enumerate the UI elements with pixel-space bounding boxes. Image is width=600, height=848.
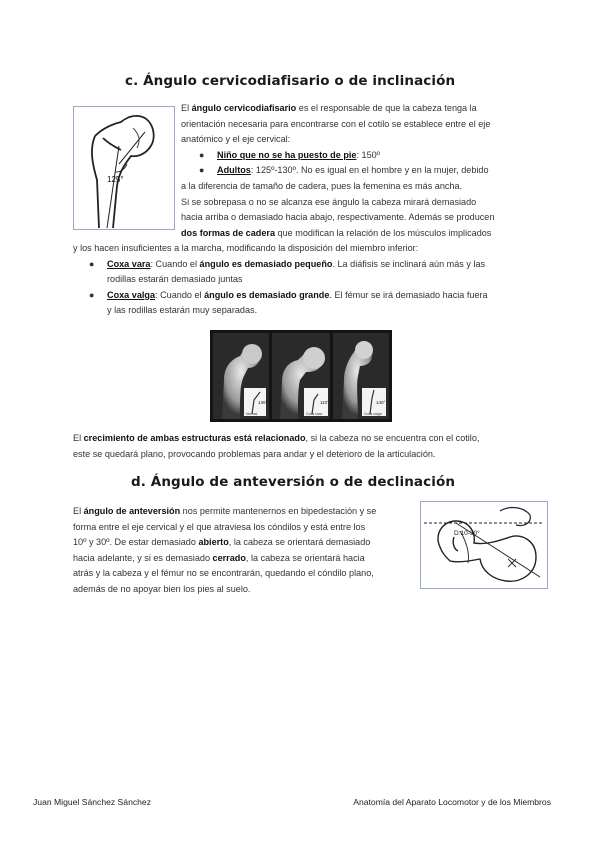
xray-angle: 130° — [258, 400, 268, 405]
xray-coxa-vara — [272, 333, 330, 419]
xray-angle: 110° — [320, 400, 329, 405]
section-c-coxa-text: y los hacen insuficientes a la marcha, modificando la disposición del miembro inferior: ● Coxa vara: Cuando el ángulo es demasiado pequeño. La diáfisis se inclinará aún más y las rodillas estarán demasiado juntas ● Coxa valga: Cuando el ángulo es demasiado grande. El fémur se irá demasiado hacia fuera y las rodillas estarán muy separadas. — [73, 241, 533, 319]
xray-caption: Coxa vara — [306, 412, 322, 416]
section-c-closing: El crecimiento de ambas estructuras está relacionado, si la cabeza no se encuentra con el cotilo, este se quedará plano, provocando problemas para andar y el deterioro de la articulación. — [73, 433, 480, 459]
section-c-title: c. Ángulo cervicodiafisario o de inclinación — [125, 73, 456, 89]
anteversion-angle-label: D:10-30° — [454, 530, 480, 537]
xray-normal — [213, 333, 269, 419]
inclination-angle-label: 125° — [107, 175, 124, 184]
bullet-adultos: ● Adultos: 125º-130º. No es igual en el hombre y en la mujer, debido — [199, 165, 489, 176]
footer-author: Juan Miguel Sánchez Sánchez — [33, 797, 152, 807]
bullet-coxa-vara: ● Coxa vara: Cuando el ángulo es demasiado pequeño. La diáfisis se inclinará aún más y las — [89, 258, 486, 269]
section-d-title: d. Ángulo de anteversión o de declinación — [131, 474, 456, 490]
xray-caption: Coxa valga — [364, 412, 382, 416]
xray-caption: Normal — [246, 412, 258, 416]
section-d-text: El ángulo de anteversión nos permite mantenernos en bipedestación y se forma entre el eje cervical y el que atraviesa los cóndilos y está entre los 10º y 30º. De estar demasiado abierto, la cabeza se orientará demasiado hacia adelante, y si es demasiado cerrado, la cabeza se orientará hacia atrás y la cabeza y el fémur no se encontrarán, quedando el cóndilo plano, además de no apoyar bien los pies al suelo. — [73, 506, 377, 594]
footer-subject: Anatomía del Aparato Locomotor y de los Miembros — [353, 797, 551, 807]
xray-coxa-valga — [333, 333, 389, 419]
femur-anteversion-figure — [420, 501, 548, 589]
section-c-intro: El ángulo cervicodiafisario es el responsable de que la cabeza tenga la orientación necesaria para encontrarse con el cotilo se establece entre el eje anatómico y el eje cervical: ● Niño que no se ha puesto de pie: 150º ● Adultos: 125º-130º. No es igual en el hombre y en la mujer, debido a la diferencia de tamaño de cadera, pues la femenina es más ancha. Si se sobrepasa o no se alcanza ese ángulo la cabeza mirará demasiado hacia arriba o demasiado hacia abajo, respectivamente. Además se producen dos formas de cadera que modifican la relación de los músculos implicados — [181, 101, 527, 241]
bullet-coxa-valga: ● Coxa valga: Cuando el ángulo es demasiado grande. El fémur se irá demasiado hacia fuera — [89, 289, 488, 300]
xray-angle: 140° — [376, 400, 386, 405]
femur-inclination-figure — [73, 106, 175, 230]
bullet-nino: ● Niño que no se ha puesto de pie: 150º — [199, 149, 381, 160]
xray-comparison-figure — [210, 330, 392, 422]
